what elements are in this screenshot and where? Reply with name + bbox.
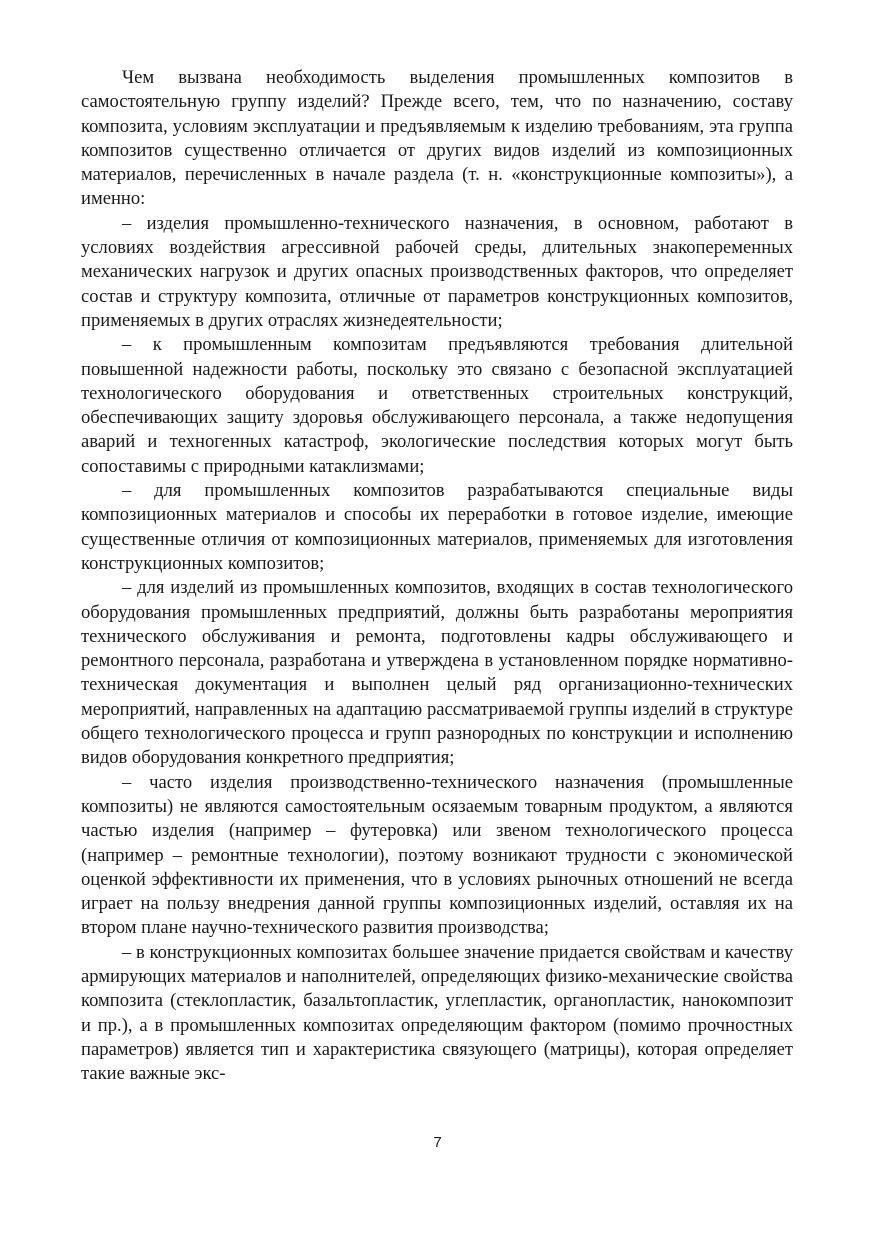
paragraph-maintenance: – для изделий из промышленных композитов, входящих в состав технологического оборудования промышленных предприятий, должны быть разработаны мероприятия технического обслуживания и ремонта, подготовлены кадры обслуживающего и ремонтного персонала, разработана и утверждена в установленном порядке нормативно-техническая документация и выполнен целый ряд организационно-технических мероприятий, направленных на адаптацию рассматриваемой группы изделий в структуре общего технологического процесса и групп разнородных по конструкции и исполнению видов оборудования конкретного предприятия; bbox=[81, 577, 793, 769]
paragraph-economic-assessment: – часто изделия производственно-технического назначения (промышленные композиты) не являются самостоятельным осязаемым товарным продуктом, а являются частью изделия (например – футеровка) или звеном технологического процесса (например – ремонтные технологии), поэтому возникают трудности с экономической оценкой эффективности их применения, что в условиях рыночных отношений не всегда играет на пользу внедрения данной группы композиционных изделий, оставляя их на втором плане научно-технического развития производства; bbox=[81, 771, 793, 939]
page-body bbox=[81, 66, 793, 1086]
paragraph-reliability: – к промышленным композитам предъявляются требования длительной повышенной надежности работы, поскольку это связано с безопасной эксплуатацией технологического оборудования и ответственных строительных конструкций, обеспечивающих защиту здоровья обслуживающего персонала, а также недопущения аварий и техногенных катастроф, экологические последствия которых могут быть сопоставимы с природными катаклизмами; bbox=[81, 334, 793, 477]
paragraph-intro: Чем вызвана необходимость выделения промышленных композитов в самостоятельную группу изделий? Прежде всего, тем, что по назначению, составу композита, условиям эксплуатации и предъявляемым к изделию требованиям, эта группа композитов существенно отличается от других видов изделий из композиционных материалов, перечисленных в начале раздела (т. н. «конструкционные композиты»), а именно: bbox=[81, 67, 793, 210]
paragraph-special-materials: – для промышленных композитов разрабатываются специальные виды композиционных материалов и способы их переработки в готовое изделие, имеющие существенные отличия от композиционных материалов, применяемых для изготовления конструкционных композитов; bbox=[81, 480, 793, 574]
page-number: 7 bbox=[433, 1134, 442, 1151]
paragraph-binder-matrix: – в конструкционных композитах большее значение придается свойствам и качеству армирующих материалов и наполнителей, определяющих физико-механические свойства композита (стеклопластик, базальтопластик, углепластик, органопластик, нанокомпозит и пр.), а в промышленных композитах определяющим фактором (помимо прочностных параметров) является тип и характеристика связующего (матрицы), которая определяет такие важные экс- bbox=[81, 941, 793, 1085]
paragraph-aggressive-environment: – изделия промышленно-технического назначения, в основном, работают в условиях воздействия агрессивной рабочей среды, длительных знакопеременных механических нагрузок и других опасных производственных факторов, что определяет состав и структуру композита, отличные от параметров конструкционных композитов, применяемых в других отраслях жизнедеятельности; bbox=[81, 212, 793, 331]
